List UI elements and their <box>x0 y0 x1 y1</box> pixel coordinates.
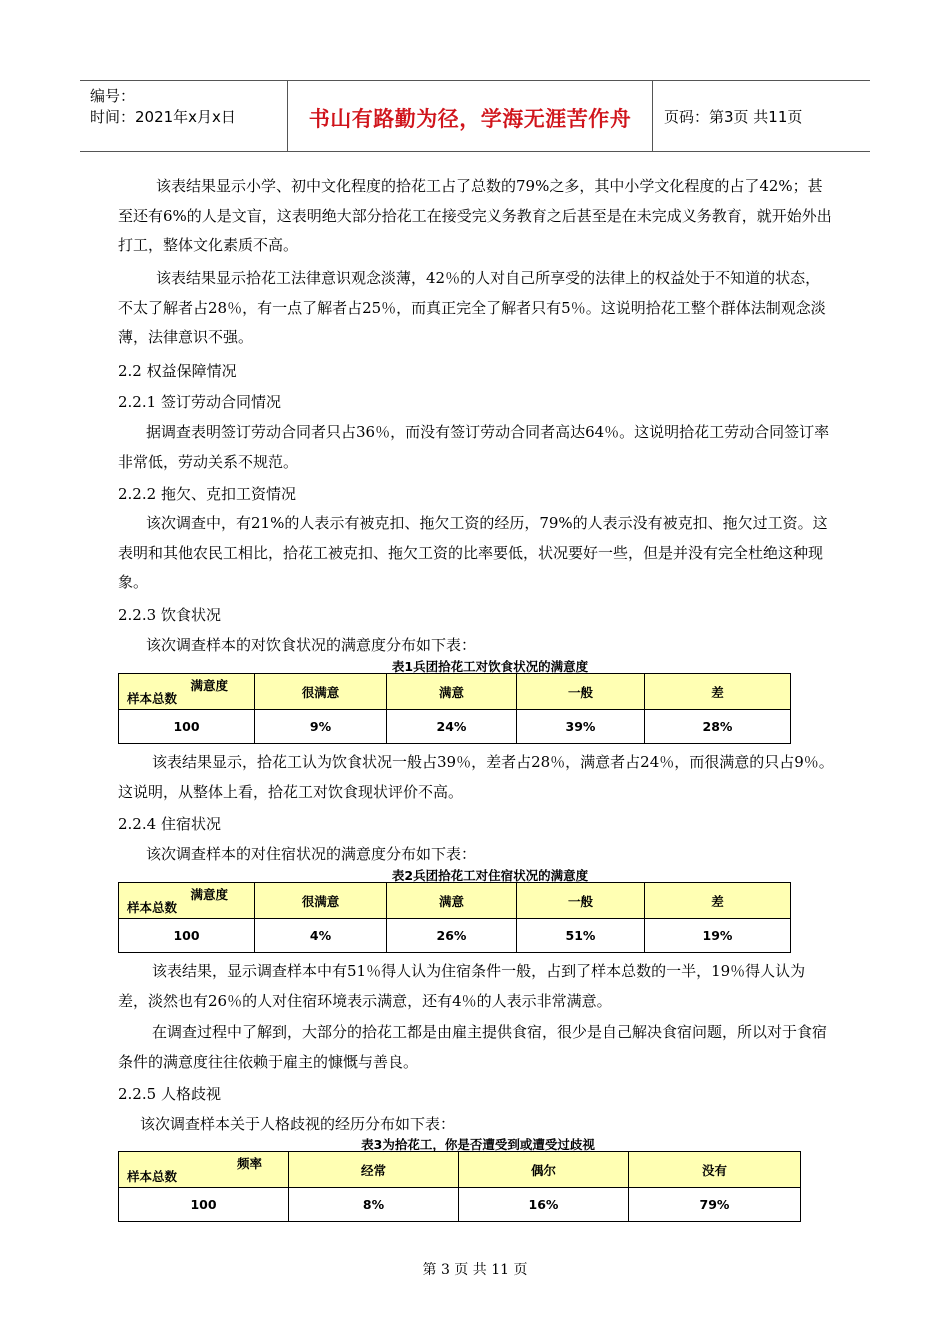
heading-number: 2.2.5 <box>118 1085 157 1103</box>
table-corner-cell <box>119 1152 289 1188</box>
paragraph: 该表结果，显示调查样本中有51％得人认为住宿条件一般，占到了样本总数的一半，19％得人认为差，淡然也有26％的人对住宿环境表示满意，还有4％的人表示非常满意。 <box>118 962 806 1010</box>
heading-title: 签订劳动合同情况 <box>160 393 281 411</box>
column-header: 差 <box>645 883 791 919</box>
column-header: 一般 <box>517 883 645 919</box>
table-cell: 28% <box>645 710 791 744</box>
time-label: 时间：2021年x月x日 <box>90 108 236 126</box>
table-caption: 表2兵团拾花工对住宿状况的满意度 <box>391 868 589 883</box>
column-header: 没有 <box>629 1152 801 1188</box>
section-heading <box>118 813 221 835</box>
paragraph: 该表结果显示拾花工法律意识观念淡薄，42％的人对自己所享受的法律上的权益处于不知道的状态，不太了解者占28％，有一点了解者占25％，而真正完全了解者只有5％。这说明拾花工整个群体法制观念淡薄，法律意识不强。 <box>118 269 826 346</box>
page-footer: 第 3 页 共 11 页 <box>422 1262 528 1278</box>
column-header: 很满意 <box>255 674 387 710</box>
table-cell: 24% <box>387 710 517 744</box>
header-meta <box>90 86 236 128</box>
section-heading <box>118 483 296 505</box>
table-header-row <box>119 674 791 710</box>
heading-number: 2.2.3 <box>118 606 157 624</box>
paragraph: 在调查过程中了解到，大部分的拾花工都是由雇主提供食宿，很少是自己解决食宿问题，所以对于食宿条件的满意度往往依赖于雇主的慷慨与善良。 <box>118 1023 828 1071</box>
housing-satisfaction-table <box>118 882 791 953</box>
paragraph: 据调查表明签订劳动合同者只占36％，而没有签订劳动合同者高达64％。这说明拾花工劳动合同签订率非常低，劳动关系不规范。 <box>118 423 830 471</box>
section-heading <box>118 360 237 382</box>
table-cell: 100 <box>119 710 255 744</box>
discrimination-table <box>118 1151 801 1222</box>
table-cell: 26% <box>387 919 517 953</box>
table-cell: 51% <box>517 919 645 953</box>
header-motto: 书山有路勤为径，学海无涯苦作舟 <box>308 107 632 131</box>
table-header-row <box>119 1152 801 1188</box>
table-row <box>119 710 791 744</box>
paragraph: 该表结果显示，拾花工认为饮食状况一般占39％，差者占28％，满意者占24％，而很满意的只占9％。这说明，从整体上看，拾花工对饮食现状评价不高。 <box>118 753 834 801</box>
paragraph: 该次调查样本的对饮食状况的满意度分布如下表： <box>146 636 477 654</box>
table-corner-cell <box>119 883 255 919</box>
heading-title: 人格歧视 <box>160 1085 221 1103</box>
table-caption: 表1兵团拾花工对饮食状况的满意度 <box>391 659 589 674</box>
column-header: 满意 <box>387 674 517 710</box>
paragraph: 该次调查中，有21%的人表示有被克扣、拖欠工资的经历，79%的人表示没有被克扣、拖欠过工资。这表明和其他农民工相比，拾花工被克扣、拖欠工资的比率要低，状况要好一些，但是并没有完全杜绝这种现象。 <box>118 514 828 591</box>
section-heading <box>118 1083 221 1105</box>
table-caption: 表3为拾花工，你是否遭受到或遭受过歧视 <box>361 1137 595 1152</box>
corner-bottom-label: 样本总数 <box>127 900 178 915</box>
section-heading <box>118 391 281 413</box>
corner-bottom-label: 样本总数 <box>127 1169 178 1184</box>
heading-title: 住宿状况 <box>160 815 221 833</box>
column-header: 满意 <box>387 883 517 919</box>
column-header: 很满意 <box>255 883 387 919</box>
table-cell: 100 <box>119 919 255 953</box>
serial-number-label: 编号： <box>90 87 136 105</box>
table-cell: 9% <box>255 710 387 744</box>
paragraph: 该表结果显示小学、初中文化程度的拾花工占了总数的79%之多，其中小学文化程度的占了42%；甚至还有6%的人是文盲，这表明绝大部分拾花工在接受完义务教育之后甚至是在未完成义务教育，就开始外出打工，整体文化素质不高。 <box>118 177 832 254</box>
corner-top-label: 满意度 <box>190 887 228 902</box>
table-corner-cell <box>119 674 255 710</box>
table-cell: 19% <box>645 919 791 953</box>
table-cell: 79% <box>629 1188 801 1222</box>
heading-number: 2.2.1 <box>118 393 157 411</box>
food-satisfaction-table <box>118 673 791 744</box>
table-cell: 4% <box>255 919 387 953</box>
table-cell: 8% <box>289 1188 459 1222</box>
heading-title: 饮食状况 <box>160 606 221 624</box>
table-cell: 16% <box>459 1188 629 1222</box>
corner-bottom-label: 样本总数 <box>127 691 178 706</box>
corner-top-label: 满意度 <box>190 678 228 693</box>
section-heading <box>118 604 221 626</box>
heading-number: 2.2.2 <box>118 485 157 503</box>
heading-number: 2.2 <box>118 362 142 380</box>
heading-number: 2.2.4 <box>118 815 157 833</box>
heading-title: 权益保障情况 <box>146 362 237 380</box>
heading-title: 拖欠、克扣工资情况 <box>160 485 296 503</box>
table-row <box>119 919 791 953</box>
paragraph: 该次调查样本关于人格歧视的经历分布如下表： <box>140 1115 456 1133</box>
header-divider <box>652 81 653 151</box>
column-header: 偶尔 <box>459 1152 629 1188</box>
header-page-info: 页码：第3页 共11页 <box>664 108 803 126</box>
corner-top-label: 频率 <box>236 1156 262 1171</box>
table-row <box>119 1188 801 1222</box>
column-header: 一般 <box>517 674 645 710</box>
paragraph: 该次调查样本的对住宿状况的满意度分布如下表： <box>146 845 477 863</box>
column-header: 差 <box>645 674 791 710</box>
table-cell: 39% <box>517 710 645 744</box>
table-cell: 100 <box>119 1188 289 1222</box>
page-header <box>80 80 870 152</box>
table-header-row <box>119 883 791 919</box>
column-header: 经常 <box>289 1152 459 1188</box>
